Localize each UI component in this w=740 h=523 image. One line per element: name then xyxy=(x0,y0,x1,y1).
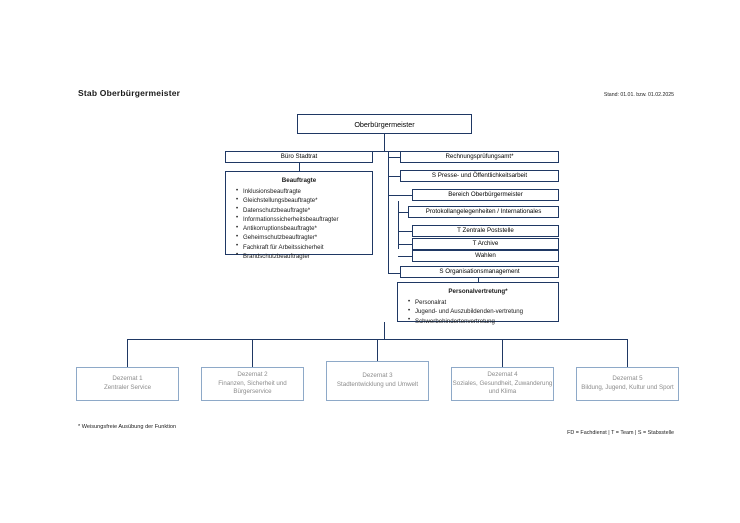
dezernat-name: Dezernat 2 xyxy=(237,370,268,378)
connector-dezernat-1 xyxy=(127,339,128,367)
node-poststelle[interactable]: T Zentrale Poststelle xyxy=(412,225,559,237)
list-item: • Jugend- und Auszubildenden-vertretung xyxy=(415,307,552,316)
dezernat-name: Dezernat 4 xyxy=(487,370,518,378)
node-organisationsmanagement[interactable]: S Organisationsmanagement xyxy=(400,266,559,278)
node-wahlen[interactable]: Wahlen xyxy=(412,250,559,262)
connector-right-4 xyxy=(398,212,408,213)
dezernat-name: Dezernat 5 xyxy=(612,375,643,383)
dezernat-desc: Finanzen, Sicherheit und Bürgerservice xyxy=(218,379,287,396)
list-item: • Gleichstellungsbeauftragte* xyxy=(243,196,366,205)
list-item: • Antikorruptionsbeauftragte* xyxy=(243,224,366,233)
page-title: Stab Oberbürgermeister xyxy=(78,88,181,98)
node-bereich-ob[interactable]: Bereich Oberbürgermeister xyxy=(412,189,559,201)
connector-right-6 xyxy=(398,244,412,245)
node-protokoll[interactable]: Protokollangelegenheiten / Internationales xyxy=(408,206,559,218)
list-item: • Brandschutzbeauftragter xyxy=(243,252,366,261)
connector-right-rail xyxy=(388,151,389,273)
dezernat-name: Dezernat 1 xyxy=(112,375,143,383)
connector-dezernat-5 xyxy=(627,339,628,367)
connector-dezernat-2 xyxy=(252,339,253,367)
node-archive[interactable]: T Archive xyxy=(412,238,559,250)
connector-right-7 xyxy=(398,256,412,257)
connector-top-down xyxy=(384,134,385,151)
beauftragte-list xyxy=(232,187,366,261)
dezernat-name: Dezernat 3 xyxy=(362,372,393,380)
legend: FD = Fachdienst | T = Team | S = Stabsstelle xyxy=(567,430,674,436)
dezernat-desc: Bildung, Jugend, Kultur und Sport xyxy=(581,384,674,391)
footnote: * Weisungsfreie Ausübung der Funktion xyxy=(78,424,177,430)
list-item: • Inklusionsbeauftragte xyxy=(243,187,366,196)
dezernat-desc: Soziales, Gesundheit, Zuwanderung und Klima xyxy=(452,379,553,396)
personalvertretung-title: Personalvertretung* xyxy=(448,288,508,295)
connector-right-2 xyxy=(388,176,400,177)
connector-right-3 xyxy=(388,195,412,196)
list-item: • Fachkraft für Arbeitssicherheit xyxy=(243,243,366,252)
revision-date: Stand: 01.01. bzw. 01.02.2025 xyxy=(603,92,674,98)
connector-bereich-rail xyxy=(398,201,399,249)
node-dezernat-5[interactable] xyxy=(576,367,679,401)
node-rechnungspruefungsamt[interactable]: Rechnungsprüfungsamt* xyxy=(400,151,559,163)
node-dezernat-2[interactable] xyxy=(201,367,304,401)
dezernat-desc: Stadtentwicklung und Umwelt xyxy=(336,381,419,388)
node-personalvertretung[interactable] xyxy=(397,282,559,325)
connector-beauftragte-drop xyxy=(299,163,300,171)
personalvertretung-list xyxy=(404,298,552,326)
connector-right-8 xyxy=(388,273,400,274)
list-item: • Personalrat xyxy=(415,298,552,307)
beauftragte-title: Beauftragte xyxy=(281,177,317,184)
dezernat-desc: Zentraler Service xyxy=(103,384,152,391)
connector-right-5 xyxy=(398,231,412,232)
list-item: • Geheimschutzbeauftragter* xyxy=(243,233,366,242)
list-item: • Datenschutzbeauftragte* xyxy=(243,206,366,215)
connector-dezernat-4 xyxy=(502,339,503,367)
node-beauftragte[interactable] xyxy=(225,171,373,260)
node-oberbuergermeister[interactable]: Oberbürgermeister xyxy=(297,114,472,134)
connector-right-1 xyxy=(388,157,400,158)
list-item: • Informationssicherheitsbeauftragter xyxy=(243,215,366,224)
list-item: • Schwerbehindertenvertretung xyxy=(415,317,552,326)
node-buero-stadtrat[interactable]: Büro Stadtrat xyxy=(225,151,373,163)
node-dezernat-1[interactable] xyxy=(76,367,179,401)
node-presse[interactable]: S Presse- und Öffentlichkeitsarbeit xyxy=(400,170,559,182)
node-dezernat-3[interactable] xyxy=(326,361,429,401)
node-dezernat-4[interactable] xyxy=(451,367,554,401)
connector-dezernat-drop xyxy=(384,322,385,339)
